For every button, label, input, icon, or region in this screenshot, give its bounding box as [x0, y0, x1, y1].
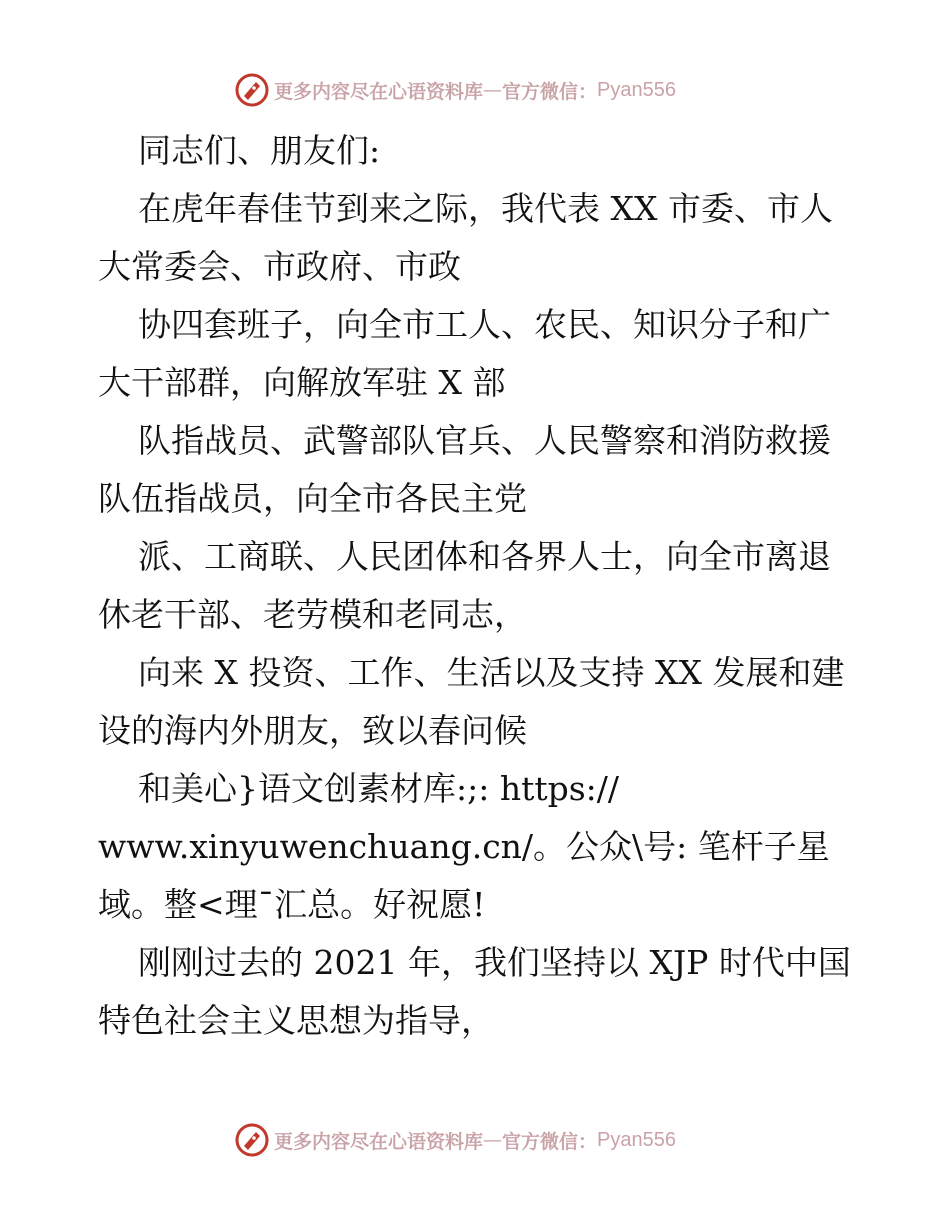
paragraph: www.xinyuwenchuang.cn/。公众\号: 笔杆子星域。整<理¯汇总。好祝愿! [98, 827, 830, 924]
watermark-separator: — [483, 79, 503, 101]
watermark-handle: Pyan556 [597, 78, 676, 101]
paragraph: 和美心}语文创素材库:;: https:// [138, 769, 620, 808]
paragraph: 刚刚过去的 2021 年，我们坚持以 XJP 时代中国特色社会主义思想为指导， [98, 943, 851, 1040]
watermark-brand: 更多内容尽在心语资料库 [274, 1130, 484, 1153]
footer-watermark [234, 1120, 676, 1160]
paragraph: 队指战员、武警部队官兵、人民警察和消防救援队伍指战员，向全市各民主党 [98, 421, 831, 518]
watermark-brand: 更多内容尽在心语资料库 [274, 80, 484, 103]
paragraph: 协四套班子，向全市工人、农民、知识分子和广大干部群，向解放军驻 X 部 [98, 305, 831, 402]
header-watermark [234, 70, 676, 110]
document-body [98, 122, 858, 1050]
paragraph: 派、工商联、人民团体和各界人士，向全市离退休老干部、老劳模和老同志， [98, 537, 831, 634]
paragraph-salutation: 同志们、朋友们: [138, 131, 381, 170]
pen-nib-circle-icon [234, 72, 270, 108]
watermark-label: 官方微信： [502, 1130, 598, 1153]
watermark-label: 官方微信： [502, 80, 598, 103]
paragraph: 在虎年春佳节到来之际，我代表 XX 市委、市人大常委会、市政府、市政 [98, 189, 833, 286]
watermark-handle: Pyan556 [597, 1128, 676, 1151]
pen-nib-circle-icon [234, 1122, 270, 1158]
watermark-separator: — [483, 1129, 503, 1151]
paragraph: 向来 X 投资、工作、生活以及支持 XX 发展和建设的海内外朋友，致以春问候 [98, 653, 845, 750]
